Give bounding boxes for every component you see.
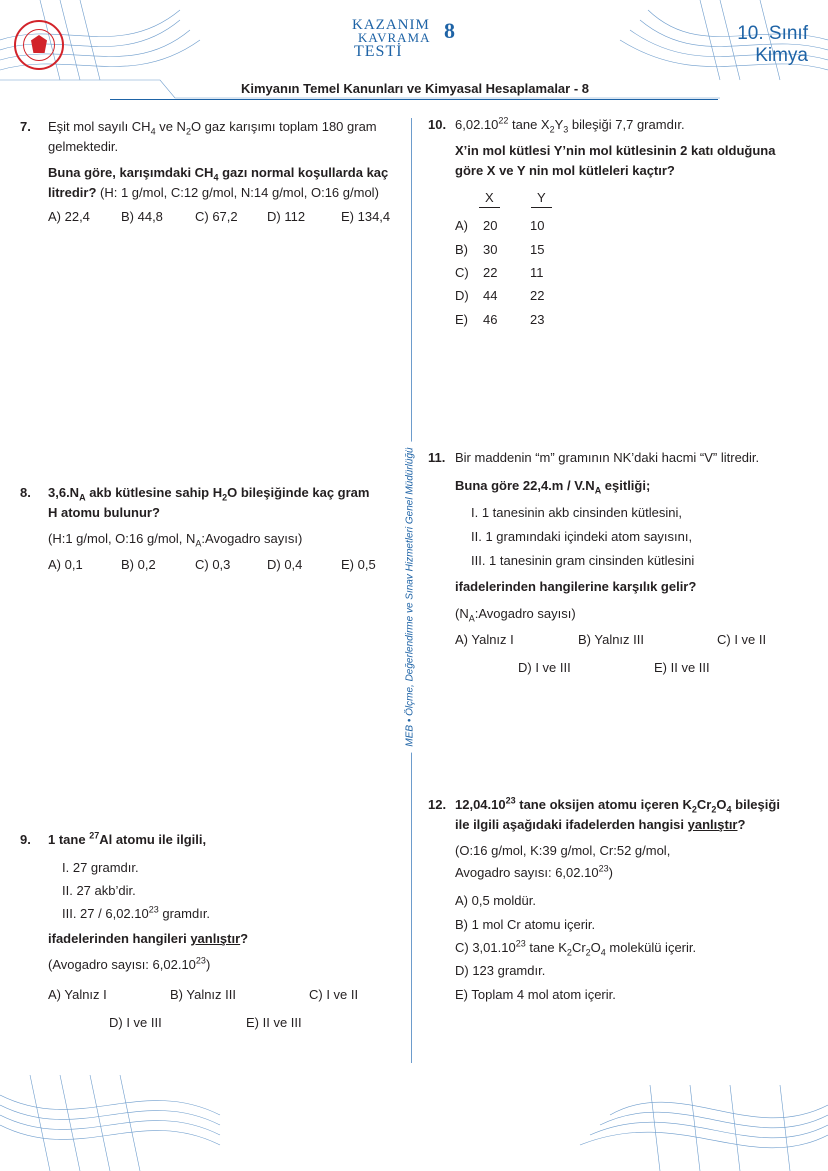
column-underline-x [479, 207, 500, 208]
question-number: 12. [428, 797, 447, 812]
grade-label [737, 23, 808, 67]
brand-line-1: KAZANIM [352, 17, 430, 33]
question-number: 10. [428, 117, 447, 132]
option-e[interactable]: E) 0,5 [341, 557, 376, 572]
option-b[interactable]: B) 1 mol Cr atomu içerir. [455, 917, 596, 932]
option-c[interactable]: C) 0,3 [195, 557, 231, 572]
question-prompt: 1 tane $^{27}$Al atomu ile ilgili, [48, 830, 207, 847]
question-number: 9. [20, 832, 31, 847]
column-header-y: Y [537, 190, 546, 205]
option-d[interactable]: D) 112 [267, 209, 306, 224]
statement-list: I. 1 tanesinin akb cinsinden kütlesini, II. 1 gramındaki içindeki atom sayısını, III. 1 tanesinin gram cinsinden kütlesini [471, 505, 695, 568]
question-prompt: $3,6.N_A$ akb kütlesine sahip $H_2O$ bileşiğinde kaç gram [48, 485, 370, 503]
side-text: MEB • Ölçme, Değerlendirme ve Sınav Hizmetleri Genel Müdürlüğü [405, 441, 416, 752]
brand-logo [352, 16, 472, 64]
option-e[interactable]: E) Toplam 4 mol atom içerir. [455, 987, 616, 1002]
option-c[interactable]: C) 67,2 [195, 209, 238, 224]
option-e[interactable]: E) 134,4 [341, 209, 391, 224]
option-d[interactable]: D) I ve III [109, 1015, 162, 1030]
question-number: 11. [428, 450, 446, 465]
test-number: 8 [444, 18, 455, 43]
option-c[interactable]: C) I ve II [717, 632, 767, 647]
option-d[interactable]: D) 123 gramdır. [455, 963, 546, 978]
option-d[interactable]: D) I ve III [518, 660, 571, 675]
question-prompt: Buna göre, karışımdaki $CH_4$ gazı normal koşullarda kaç [48, 165, 389, 183]
option-b[interactable]: B) Yalnız III [170, 987, 236, 1002]
option-a[interactable]: A) Yalnız I [455, 632, 514, 647]
question-stem: Eşit mol sayılı $CH_4$ ve $N_2O$ gaz karışımı toplam 180 gram [48, 119, 377, 137]
statement-list: I. 27 gramdır. II. 27 akb’dir. III. 27 / 6,02.10$^{23}$ gramdır. [62, 860, 211, 921]
question-prompt: Buna göre $22,4.m / V.N_A$ eşitliği; [455, 478, 651, 496]
question-number: 8. [20, 485, 31, 500]
brand-line-2: KAVRAMA [358, 30, 431, 45]
question-prompt: 12,04.10$^{23}$ tane oksijen atomu içeren $K_2Cr_2O_4$ bileşiği [455, 795, 780, 815]
ministry-logo-icon [14, 20, 64, 70]
option-b[interactable]: B) 44,8 [121, 209, 163, 224]
subject: Kimya [755, 45, 808, 66]
option-d[interactable]: D) 0,4 [267, 557, 303, 572]
option-a[interactable]: A) 0,5 moldür. [455, 893, 536, 908]
question-12: 12. 12,04.10$^{23}$ tane oksijen atomu içeren $K_2Cr_2O_4$ bileşiği ile ilgili aşağıdaki ifadelerden hangisi yanlıştır? (O:16 g/mol, K:39 g/mol, Cr:52 g/mol, Avogadro sayısı: 6,02.10$^{23}$) [428, 795, 820, 883]
page-title: Kimyanın Temel Kanunları ve Kimyasal Hesaplamalar - 8 [240, 81, 590, 96]
question-8: 8. $3,6.N_A$ akb kütlesine sahip $H_2O$ bileşiğinde kaç gram H atomu bulunur? (H:1 g/mol, O:16 g/mol, $N_A:Avogadro$ sayısı) [20, 483, 405, 549]
question-7: 7. Eşit mol sayılı $CH_4$ ve $N_2O$ gaz karışımı toplam 180 gram gelmektedir. Buna göre, karışımdaki $CH_4$ gazı normal koşullarda kaç litredir? (H: 1 g/mol, C:12 g/mol, N:14 g/mol, O:16 g/mol) [20, 117, 405, 203]
question-11: 11. Bir maddenin “m” gramının NK’daki hacmi “V” litredir. Buna göre $22,4.m / V.N_A$ eşitliği; I. 1 tanesinin akb cinsinden kütlesini, II. 1 gramındaki içindeki atom sayısını, III. 1 tanesinin gram cinsinden kütlesini ifadelerinden hangilerine karşılık gelir? ($N_A:Avogadro$ sayısı) [428, 448, 813, 624]
title-divider [110, 99, 718, 100]
option-c[interactable]: C) I ve II [309, 987, 359, 1002]
option-c[interactable]: C) 3,01.10$^{23}$ tane $K_2Cr_2O_4$ molekülü içerir. [455, 938, 697, 958]
column-header-x: X [485, 190, 494, 205]
option-e[interactable]: E) II ve III [246, 1015, 302, 1030]
question-stem: 6,02.10$^{22}$ tane $X_2Y_3$ bileşiği 7,7 gramdır. [455, 115, 685, 135]
option-b[interactable]: B) 0,2 [121, 557, 156, 572]
option-b[interactable]: B) Yalnız III [578, 632, 644, 647]
footer-decoration [0, 1075, 828, 1171]
option-a[interactable]: A) 22,4 [48, 209, 90, 224]
question-10: 10. 6,02.10$^{22}$ tane $X_2Y_3$ bileşiği 7,7 gramdır. X’in mol kütlesi Y’nin mol kütlesinin 2 katı olduğuna göre X ve Y nin mol kütleleri kaçtır? [428, 115, 813, 181]
question-9: 9. 1 tane $^{27}$Al atomu ile ilgili, I. 27 gramdır. II. 27 akb’dir. III. 27 / 6,02.10$^{23}$ gramdır. ifadelerinden hangileri yanlıştır? (Avogadro sayısı: 6,02.10$^{23}$) [20, 830, 405, 975]
option-a[interactable]: A) Yalnız I [48, 987, 107, 1002]
option-a[interactable]: A) 0,1 [48, 557, 83, 572]
column-underline-y [531, 207, 552, 208]
brand-line-3: TESTİ [354, 43, 403, 60]
question-number: 7. [20, 119, 31, 134]
question-info: (H:1 g/mol, O:16 g/mol, $N_A:Avogadro$ sayısı) [48, 531, 303, 549]
grade: 10. Sınıf [737, 23, 808, 44]
option-e[interactable]: E) II ve III [654, 660, 710, 675]
